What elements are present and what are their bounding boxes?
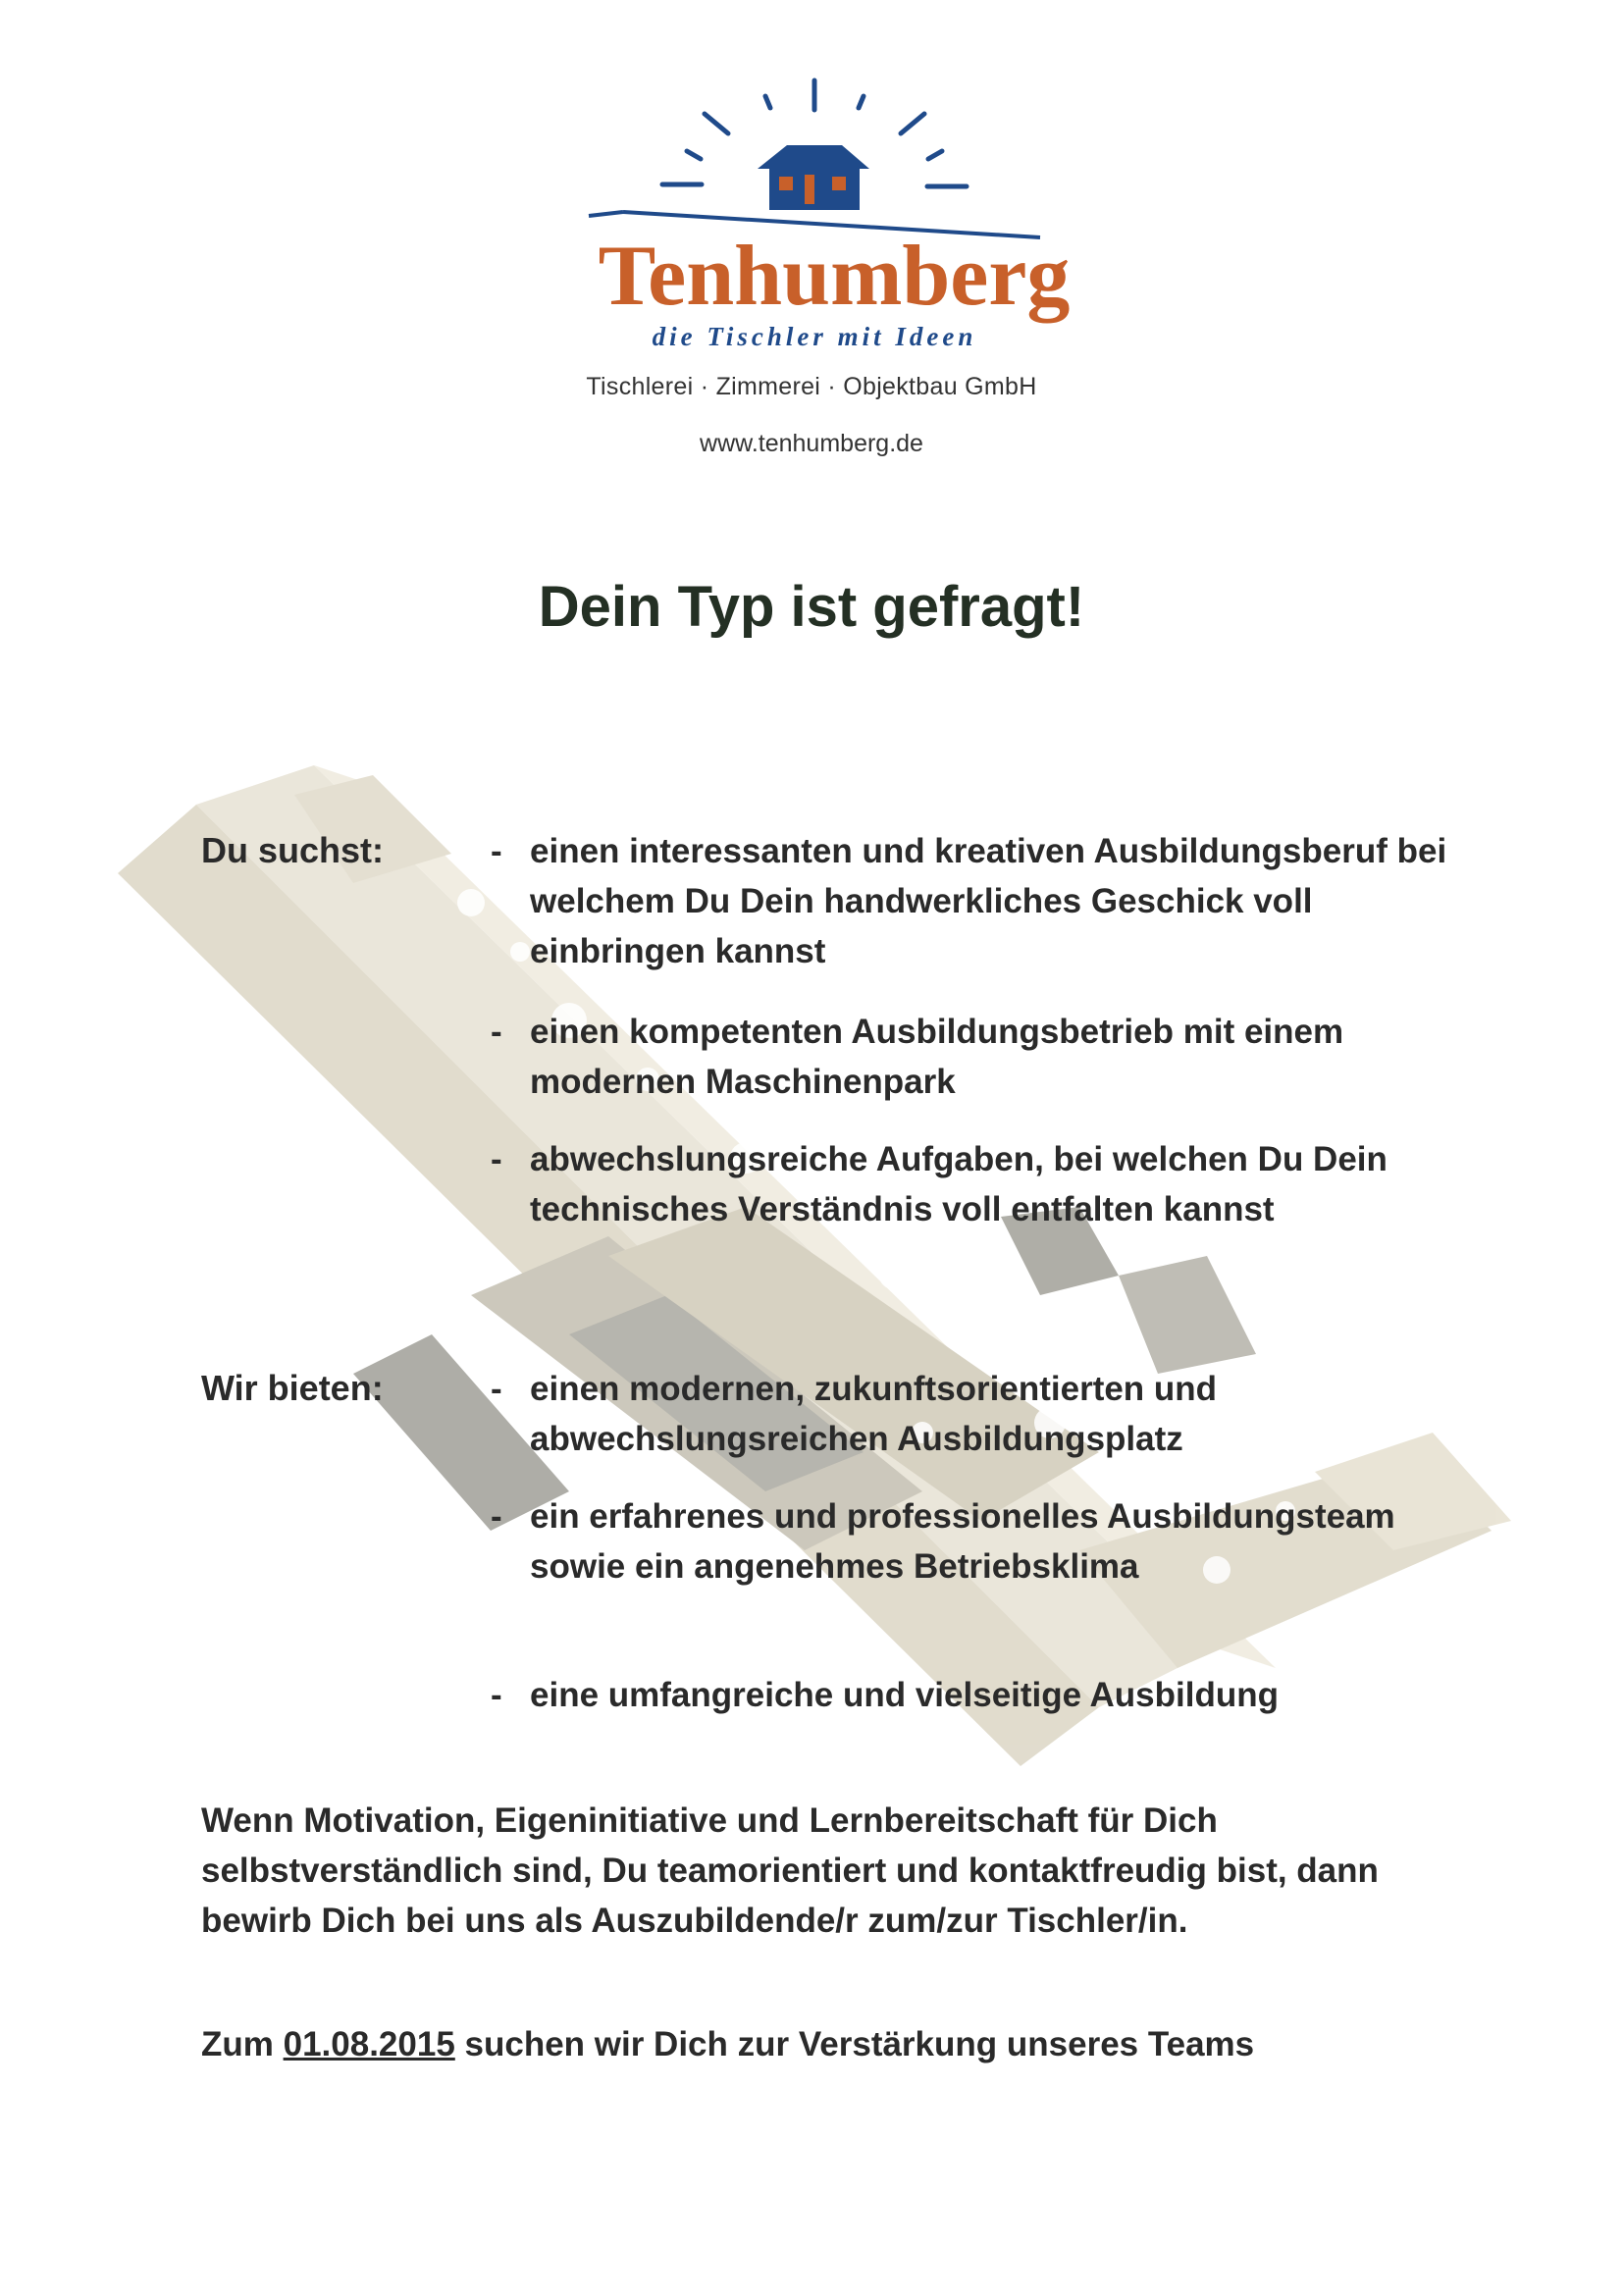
closing-line <box>201 2019 1477 2069</box>
logo-tagline: die Tischler mit Ideen <box>652 322 977 351</box>
logo-wordmark: Tenhumberg <box>598 229 1071 324</box>
company-legal-line: Tischlerei · Zimmerei · Objektbau GmbH <box>586 373 1037 400</box>
list-item-text: eine umfangreiche und vielseitige Ausbildung <box>530 1676 1279 1714</box>
start-date: 01.08.2015 <box>283 2025 455 2063</box>
list-item <box>491 1364 1472 1464</box>
bullet-dash: - <box>491 1497 502 1536</box>
list-item <box>491 1007 1472 1107</box>
bullet-dash: - <box>491 1140 502 1178</box>
list-item-text: ein erfahrenes und professionelles Ausbildungsteam sowie ein angenehmes Betriebsklima <box>530 1497 1395 1586</box>
list-item <box>491 1670 1472 1720</box>
bullet-dash: - <box>491 1676 502 1714</box>
bullet-dash: - <box>491 1370 502 1408</box>
list-item-text: einen modernen, zukunftsorientierten und abwechslungsreichen Ausbildungsplatz <box>530 1370 1218 1458</box>
company-logo <box>530 69 1138 363</box>
list-item <box>491 826 1472 976</box>
motivation-paragraph: Wenn Motivation, Eigeninitiative und Lernbereitschaft für Dich selbstverständlich sind, Du teamorientiert und kontaktfreudig bist, dann bewirb Dich bei uns als Auszubildende/r zum/zur Tischler/in. <box>201 1801 1379 1940</box>
closing-suffix: suchen wir Dich zur Verstärkung unseres Teams <box>454 2025 1255 2063</box>
bullet-dash: - <box>491 832 502 870</box>
bullet-dash: - <box>491 1013 502 1051</box>
page-title: Dein Typ ist gefragt! <box>538 575 1085 639</box>
list-item <box>491 1134 1472 1234</box>
list-item-text: einen interessanten und kreativen Ausbildungsberuf bei welchem Du Dein handwerkliches Geschick voll einbringen kannst <box>530 832 1447 970</box>
list-item-text: abwechslungsreiche Aufgaben, bei welchen Du Dein technisches Verständnis voll entfalten kannst <box>530 1140 1387 1228</box>
website-url: www.tenhumberg.de <box>700 430 923 457</box>
du-suchst-label: Du suchst: <box>201 830 385 870</box>
closing-prefix: Zum <box>201 2025 284 2063</box>
wir-bieten-label: Wir bieten: <box>201 1368 384 1408</box>
list-item-text: einen kompetenten Ausbildungsbetrieb mit einem modernen Maschinenpark <box>530 1013 1344 1101</box>
list-item <box>491 1491 1472 1592</box>
